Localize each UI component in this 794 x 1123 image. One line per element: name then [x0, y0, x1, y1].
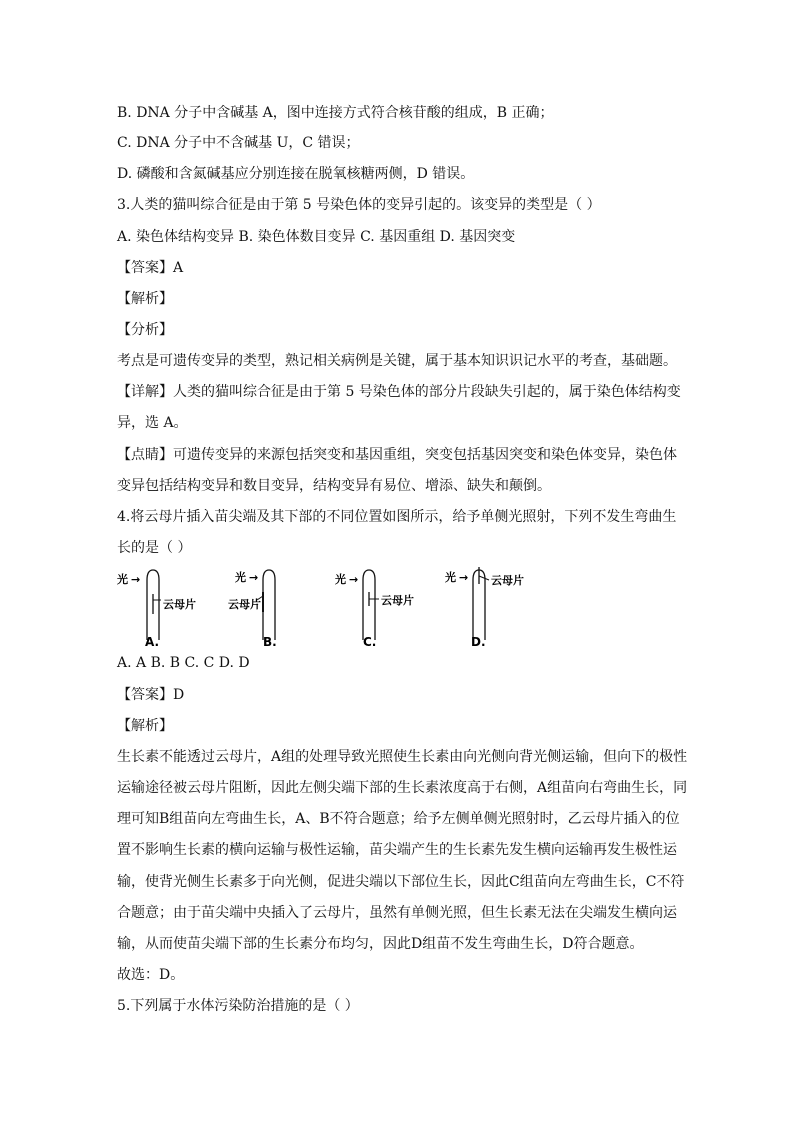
light-arrow: →: [131, 573, 141, 586]
light-arrow: →: [459, 571, 469, 584]
question-3: 3.人类的猫叫综合征是由于第 5 号染色体的变异引起的。该变异的类型是（ ）: [117, 197, 601, 213]
question-3-options: A. 染色体结构变异 B. 染色体数目变异 C. 基因重组 D. 基因突变: [117, 229, 516, 245]
answer-label: 【答案】A: [117, 260, 184, 276]
light-arrow: →: [249, 571, 259, 584]
mica-label: 云母片: [491, 574, 524, 587]
light-label: 光: [235, 571, 246, 584]
caption-c: C.: [363, 635, 377, 649]
seedling-diagram: [113, 566, 533, 650]
caption-a: A.: [145, 635, 160, 649]
text-line: 置不影响生长素的横向运输与极性运输，苗尖端产生的生长素先发生横向运输再发生极性运: [117, 842, 677, 858]
text-line: B. DNA 分子中含碱基 A，图中连接方式符合核苷酸的组成，B 正确；: [117, 105, 554, 121]
light-arrow: →: [349, 573, 359, 586]
text-line: 运输途径被云母片阻断，因此左侧尖端下部的生长素浓度高于右侧，A组苗向右弯曲生长，同: [117, 780, 688, 796]
seedling-a: [117, 570, 196, 649]
text-line: C. DNA 分子中不含碱基 U，C 错误；: [117, 135, 360, 151]
text-line: 理可知B组苗向左弯曲生长，A、B不符合题意；给予左侧单侧光照射时，乙云母片插入的位: [117, 811, 680, 827]
analysis-sub-label: 【分析】: [117, 322, 173, 338]
question-4-options: A. A B. B C. C D. D: [117, 655, 250, 671]
text-line: 合题意；由于苗尖端中央插入了云母片，虽然有单侧光照，但生长素无法在尖端发生横向运: [117, 905, 677, 921]
analysis-label: 【解析】: [117, 718, 173, 734]
analysis-label: 【解析】: [117, 291, 173, 307]
light-label: 光: [117, 573, 128, 586]
seedling-outline: [263, 570, 275, 640]
conclusion: 故选：D。: [117, 967, 185, 983]
light-label: 光: [445, 571, 456, 584]
seedling-figure: [113, 566, 533, 650]
caption-b: B.: [263, 635, 277, 649]
text-line: 变异包括结构变异和数目变异，结构变异有易位、增添、缺失和颠倒。: [117, 478, 551, 494]
mica-label: 云母片: [163, 598, 196, 611]
text-line: 输，使背光侧生长素多于向光侧，促进尖端以下部位生长，因此C组苗向左弯曲生长，C不符: [117, 874, 685, 890]
text-line: 【详解】人类的猫叫综合征是由于第 5 号染色体的部分片段缺失引起的，属于染色体结构变: [117, 384, 681, 400]
question-4: 4.将云母片插入苗尖端及其下部的不同位置如图所示，给予单侧光照射，下列不发生弯曲生: [117, 509, 677, 525]
question-4-cont: 长的是（ ）: [117, 540, 192, 556]
question-5: 5.下列属于水体污染防治措施的是（ ）: [117, 998, 359, 1014]
seedling-c: [335, 570, 414, 649]
text-line: D. 磷酸和含氮碱基应分别连接在脱氧核糖两侧，D 错误。: [117, 166, 475, 182]
text-line: 【点睛】可遗传变异的来源包括突变和基因重组，突变包括基因突变和染色体变异，染色体: [117, 447, 677, 463]
text-line: 生长素不能透过云母片，A组的处理导致光照使生长素由向光侧向背光侧运输，但向下的极性: [117, 749, 688, 765]
seedling-b: [228, 570, 277, 649]
light-label: 光: [335, 573, 346, 586]
seedling-d: [445, 567, 524, 649]
text-line: 异，选 A。: [117, 415, 188, 431]
mica-label: 云母片: [381, 594, 414, 607]
text-line: 输，从而使苗尖端下部的生长素分布均匀，因此D组苗不发生弯曲生长，D符合题意。: [117, 936, 644, 952]
mica-label: 云母片: [228, 598, 261, 611]
answer-label: 【答案】D: [117, 687, 185, 703]
caption-d: D.: [471, 635, 486, 649]
mica-pointer: [479, 576, 489, 580]
text-line: 考点是可遗传变异的类型，熟记相关病例是关键，属于基本知识识记水平的考查，基础题。: [117, 353, 677, 369]
